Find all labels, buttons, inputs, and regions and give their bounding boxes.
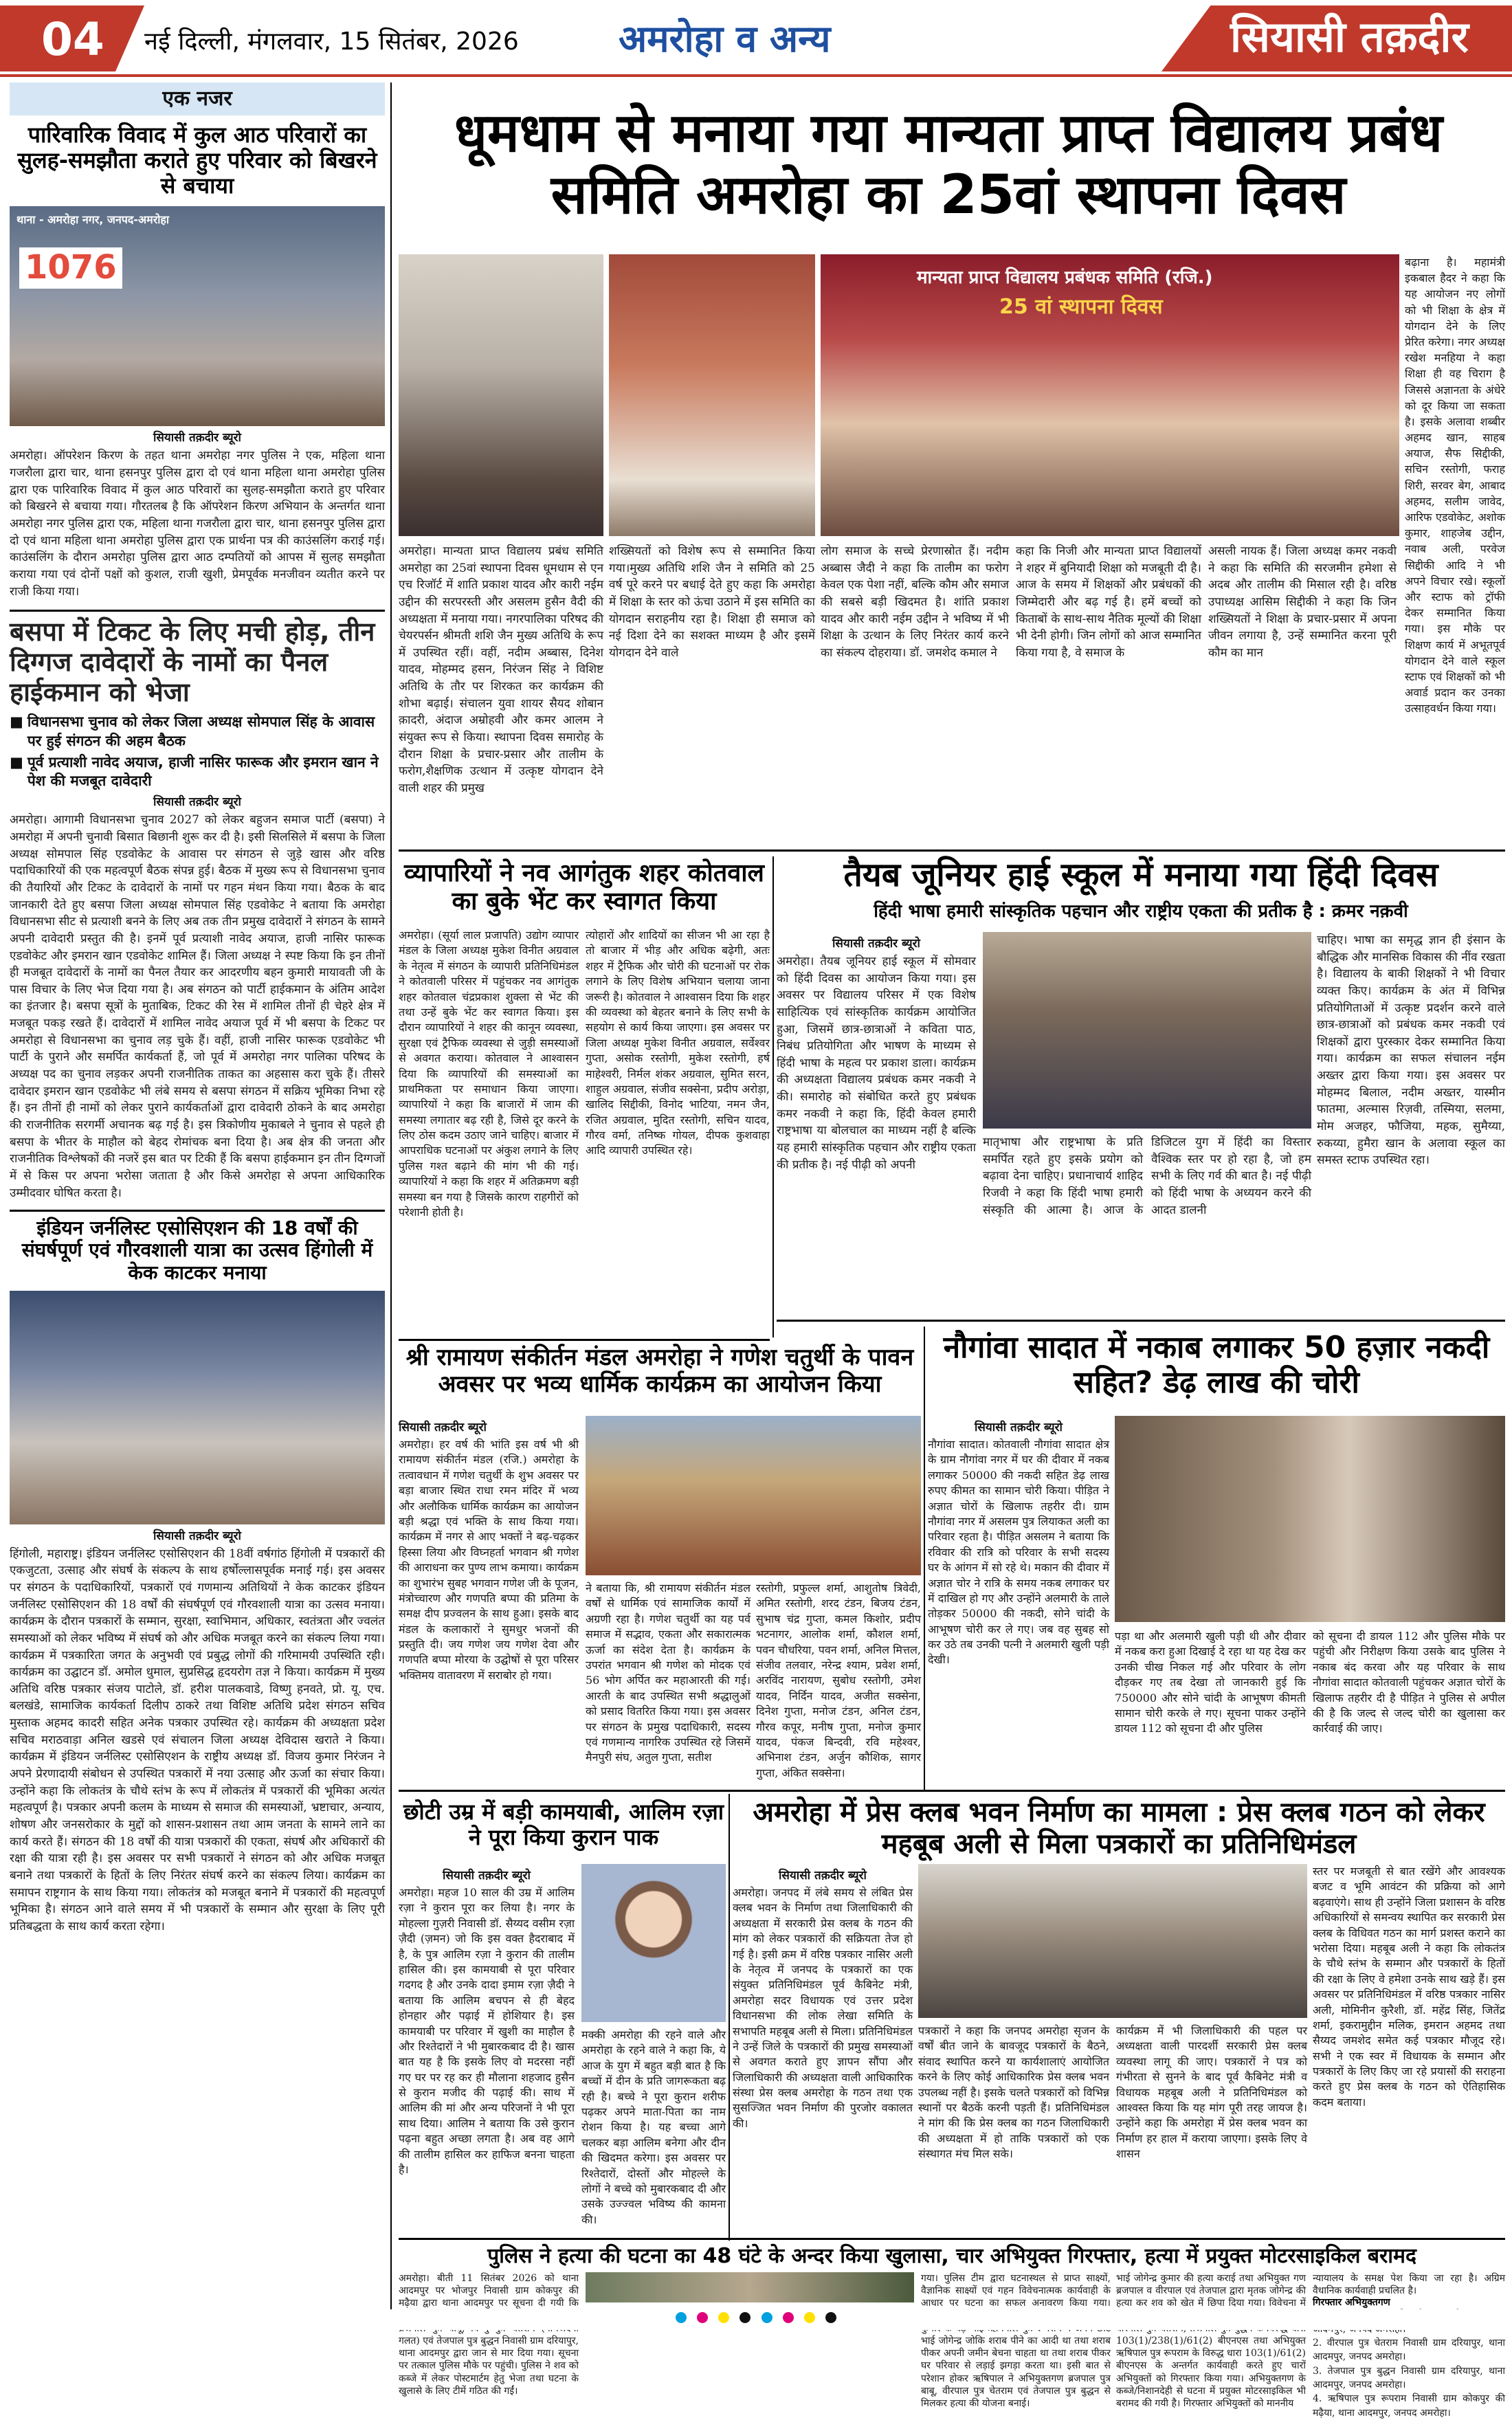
ija-headline: इंडियन जर्नलिस्ट एसोसिएशन की 18 वर्षों की संघर्षपूर्ण एवं गौरवशाली यात्रा का उत्सव हिंगोली में केक काटकर मनाया (21, 1217, 373, 1284)
mid-vertical-divider (772, 856, 774, 1337)
reg-dot-magenta (697, 2312, 708, 2323)
police-text-col-1: अमरोहा। बीती 11 सितंबर 2026 को थाना आदमपुर पर भोजपुर निवासी ग्राम कोकपुर की मढ़ैया द्वारा थाना आदमपुर पर सूचना दी गयी कि गलत) एवं तेजपाल पुत्र बुद्धन निवासी ग्राम दरियापुर, थाना आदमपुर द्वारा जान से मार दिया गया। सूचना पर तत्काल पुलिस मौके पर पहुंची। पुलिस ने शव को कब्जे में लेकर पोस्टमार्टम हेतु भेजा तथा घटना के खुलासे के लिए टीमें गठित की गईं। (399, 2273, 579, 2397)
ek-nazar-byline: सियासी तक़दीर ब्यूरो (153, 431, 241, 445)
page-number: 04 (41, 13, 104, 66)
issue-date: नई दिल्ली, मंगलवार, 15 सितंबर, 2026 (144, 27, 519, 56)
tayyab-divider (777, 1320, 1505, 1322)
press-text-col-4: स्तर पर मजबूती से बात रखेंगे और आवश्यक बजट व भूमि आवंटन की प्रक्रिया को आगे बढ़वाएंगे। साथ ही उन्होंने जिला प्रशासन के वरिष्ठ अधिकारियों से समन्वय स्थापित कर सरकारी प्रेस क्लब के विधिवत गठन का मार्ग प्रशस्त कराने का भरोसा दिया। महबूब अली ने कहा कि लोकतंत्र के चौथे स्तंभ के सम्मान और पत्रकारों के हितों की रक्षा के लिए वे हमेशा उनके साथ खड़े हैं। इस अवसर पर प्रतिनिधिमंडल में वरिष्ठ पत्रकार नासिर अली, मोमिनीन कुरैशी, डॉ. महेंद्र सिंह, जितेंद्र शर्मा, इकरामुद्दीन मलिक, इमरान अहमद तथा सैय्यद जमशेद समेत कई पत्रकार मौजूद रहे। सभी ने एक स्वर में विधायक के सम्मान और पत्रकारों के लिए किए जा रहे प्रयासों की सराहना करते हुए प्रेस क्लब के गठन को ऐतिहासिक कदम बताया। (1313, 1865, 1505, 2109)
nauganwa-text-col-3: को सूचना दी डायल 112 और पुलिस मौके पर पहुंची और निरीक्षण किया उसके बाद पुलिस ने नकाब बंद करवा और यह परिवार के साथ नौगांवा सादात कोतवाली पहुंचकर अज्ञात चोरों के खिलाफ तहरीर दी है पीड़ित ने पुलिस से अपील की है कि जल्द से जल्द चोरी का खुलासा कर कार्रवाई की जाए। (1313, 1630, 1505, 1735)
lead-award-photo (821, 254, 1399, 536)
bsp-headline: बसपा में टिकट के लिए मची होड़, तीन दिग्गज दावेदारों के नामों का पैनल हाईकमान को भेजा (10, 617, 375, 707)
banner-subtext: 25 वां स्थापना दिवस (999, 295, 1163, 319)
press-headline: अमरोहा में प्रेस क्लब भवन निर्माण का मामला : प्रेस क्लब गठन को लेकर महबूब अली से मिला पत्रकारों का प्रतिनिधिमंडल (753, 1797, 1485, 1860)
bsp-bullets (10, 713, 385, 790)
bsp-byline: सियासी तक़दीर ब्यूरो (153, 795, 241, 810)
reg-dot-cyan (676, 2312, 687, 2323)
nauganwa-theft-photo (1115, 1416, 1505, 1622)
ganesh-text-col-3: रस्तोगी, प्रफुल्ल शर्मा, आशुतोष त्रिवेदी, अमित रस्तोगी, शरद टंडन, बिजय टंडन, सुभाष चंद्र गुप्ता, कमल किशोर, प्रदीप भटनागर, आलोक शर्मा, कौशल शर्मा, पवन चौधरिया, पवन शर्मा, अनिल मित्तल, संजीव तलवार, नरेन्द्र श्याम, प्रवेश शर्मा, अरविंद नारायण, सुबोध रस्तोगी, उमेश यादव, निर्दिन यादव, अजीत सक्सेना, दिनेश गुप्ता, मनोज टंडन, अनिल टंडन, गौरव कपूर, मनीष गुप्ता, मनोज कुमार यादव, पंकज बिन्दवी, रवि महेश्वर, अभिनाश टंडन, अर्जुन कौशिक, सागर गुप्ता, अंकित सक्सेना। (756, 1581, 921, 1779)
column-divider (390, 82, 392, 2309)
ija-body: हिंगोली, महाराष्ट्र। इंडियन जर्नलिस्ट एसोसिएशन की 18वीं वर्षगांठ हिंगोली में पत्रकारों की एकजुटता, उत्साह और संघर्ष के संकल्प के साथ हर्षोल्लासपूर्वक मनाई गई। इस अवसर पर संगठन के पदाधिकारियों, पत्रकारों एवं गणमान्य अतिथियों ने केक काटकर इंडियन जर्नलिस्ट एसोसिएशन की 18 वर्षों की संघर्षपूर्ण एवं गौरवशाली यात्रा का उत्सव मनाया। कार्यक्रम के दौरान पत्रकारों के सम्मान, सुरक्षा, स्वाभिमान, अधिकार, स्वतंत्रता और ज्वलंत समस्याओं को लेकर भविष्य में संघर्ष को और अधिक मजबूत करने का संकल्प लिया गया। कार्यक्रम में पत्रकारिता जगत के अनुभवी एवं प्रबुद्ध लोगों की गरिमामयी उपस्थिति रही। कार्यक्रम का उद्घाटन डॉ. अमोल धुमाल, सुप्रसिद्ध हृदयरोग तज्ञ ने किया। कार्यक्रम में मुख्य अतिथि वरिष्ठ पत्रकार संजय पाटोले, डॉ. हरीश पालकवाडे, विष्णु हनवते, प्रो. यू. एच. बलखंडे, सामाजिक कार्यकर्ता दिलीप ठाकरे तथा विशिष्ट अतिथि प्रदेश संगठन सचिव मुस्ताक अहमद कादरी सहित अनेक पत्रकार उपस्थित रहे। कार्यक्रम की अध्यक्षता प्रदेश सचिव मराठवाड़ा अनिल खडसे एवं संचालन जिला अध्यक्ष देविदास खराते ने किया। कार्यक्रम में इंडियन जर्नलिस्ट एसोसिएशन के राष्ट्रीय अध्यक्ष डॉ. विजय कुमार निरंजन ने अपने प्रेरणादायी संबोधन से उपस्थित पत्रकारों में नया उत्साह और ऊर्जा का संचार किया। उन्होंने कहा कि लोकतंत्र के चौथे स्तंभ के रूप में लोकतंत्र में पत्रकारों की भूमिका अत्यंत महत्वपूर्ण है। पत्रकार अपनी कलम के माध्यम से समाज की समस्याओं, भ्रष्टाचार, अन्याय, शोषण और जनसरोकार के मुद्दों को शासन-प्रशासन तथा आम जनता के सामने लाने का कार्य करते हैं। संगठन की 18 वर्षों की यात्रा पत्रकारों की एकता, संघर्ष और अधिकारों की रक्षा की यात्रा रही है। इस अवसर पर सभी पत्रकारों ने संगठन को और अधिक मजबूत बनाने तथा पत्रकारों के हितों के लिए निरंतर संघर्ष करने का संकल्प लिया। कार्यक्रम का समापन राष्ट्रगान के साथ किया गया। लोकतंत्र को मजबूत बनाने में पत्रकारों की महत्वपूर्ण भूमिका है। संगठन आने वाले समय में भी पत्रकारों के सम्मान और सुरक्षा के लिए पूरी प्रतिबद्धता के साथ कार्य करता रहेगा। (10, 1546, 385, 1933)
lead-col6-visible: बढ़ाना है। महामंत्री इकबाल हैदर ने कहा कि यह आयोजन नए लोगों को भी शिक्षा के क्षेत्र में योगदान देने के लिए प्रेरित करेगा। नगर अध्यक्ष रखेश मनहिया ने कहा शिक्षा ही वह चिराग है जिससे अज्ञानता के अंधेरे को दूर किया जा सकता है। इसके अलावा शब्बीर अहमद खान, साहब अयाज, सैफ सिद्दीकी, सचिन रस्तोगी, फराह शिरी, सरवर बेग, आबाद अहमद, सलीम जावेद, आरिफ एडवोकेट, अशोक कुमार, शाहजेब उद्दीन, नवाब अली, परवेज सिद्दीकी आदि ने भी अपने विचार रखे। स्कूलों और स्टाफ को ट्रॉफी देकर सम्मानित किया गया। इस मौके पर शिक्षण कार्य में अभूतपूर्व योगदान देने वाले स्कूल स्टाफ एवं शिक्षकों को भी अवार्ड प्रदान कर उनका उत्साहवर्धन किया गया। (1405, 256, 1505, 715)
bsp-body: अमरोहा। आगामी विधानसभा चुनाव 2027 को लेकर बहुजन समाज पार्टी (बसपा) ने अमरोहा में अपनी चुनावी बिसात बिछानी शुरू कर दी है। इसी सिलसिले में बसपा के जिला अध्यक्ष सोमपाल सिंह एडवोकेट के आवास पर संगठन से जुड़े खास और वरिष्ठ पदाधिकारियों की एक महत्वपूर्ण बैठक संपन्न हुई। बैठक में मुख्य रूप से विधानसभा चुनाव की तैयारियों और टिकट के दावेदारों के नामों पर गहन मंथन किया गया। बैठक के बाद जानकारी देते हुए बसपा जिला अध्यक्ष सोमपाल सिंह एडवोकेट ने बताया कि अमरोहा विधानसभा सीट से प्रत्याशी बनने के लिए अब तक तीन प्रमुख दावेदारों ने संगठन के सामने अपनी दावेदारी प्रस्तुत की है। इनमें पूर्व प्रत्याशी नावेद अयाज, हाजी नासिर फारूक एडवोकेट और इमरान खान एडवोकेट शामिल हैं। जिला अध्यक्ष ने स्पष्ट किया कि इन तीनों ही मजबूत दावेदारों के नामों का पैनल तैयार कर आदरणीय बहन कुमारी मायावती जी के पास विचार के लिए भेज दिया गया है। अब संगठन को पार्टी हाईकमान के अंतिम आदेश का इंतजार है। बसपा सूत्रों के मुताबिक, टिकट की रेस में शामिल तीनों ही चेहरे क्षेत्र में मजबूत पकड़ रखते हैं। दावेदारों में शामिल नावेद अयाज पूर्व में भी बसपा के टिकट पर अमरोहा से विधानसभा का चुनाव लड़ चुके हैं। वहीं, हाजी नासिर फारूक एडवोकेट भी पार्टी के पुराने और समर्पित कार्यकर्ता हैं, जो पूर्व में अमरोहा नगर पालिका परिषद के अध्यक्ष पद का चुनाव लड़कर अपनी राजनीतिक ताकत का अहसास करा चुके हैं। तीसरे दावेदार इमरान खान एडवोकेट भी लंबे समय से बसपा संगठन में सक्रिय भूमिका निभा रहे हैं। इन तीनों ही नामों को लेकर पुराने कार्यकर्ताओं द्वारा दावेदारी ठोकने के बाद अमरोहा की राजनीतिक सरगर्मी अचानक बढ़ गई है। इस त्रिकोणीय मुकाबले ने चुनाव से पहले ही बसपा के भीतर के माहौल को बेहद रोमांचक बना दिया है। अब क्षेत्र की जनता और राजनीतिक विश्लेषकों की नजरें इस बात पर टिकी हैं कि बसपा हाईकमान इन तीन दिग्गजों में से किस पर अपना भरोसा जताता है और किसे अमरोहा से अपना आधिकारिक उम्मीदवार घोषित करता है। (10, 813, 385, 1200)
ganesh-headline: श्री रामायण संकीर्तन मंडल अमरोहा ने गणेश चतुर्थी के पावन अवसर पर भव्य धार्मिक कार्यक्रम का आयोजन किया (405, 1344, 914, 1399)
ganesh-ceremony-photo (586, 1416, 921, 1575)
alim-text-col-2: मक्की अमरोहा की रहने वाले और अमरोहा के रहने वाले ने कहा कि, ये आज के युग में बहुत बड़ी बात है कि बच्चों में दीन के प्रति जागरूकता बढ़ रही है। बच्चे ने पूरा कुरान शरीफ पढ़कर अपने माता-पिता का नाम रोशन किया है। यह बच्चा आगे चलकर बड़ा आलिम बनेगा और दीन की खिदमत करेगा। इस अवसर पर रिश्तेदारों, दोस्तों और मोहल्ले के लोगों ने बच्चे को मुबारकबाद दी और उसके उज्ज्वल भविष्य की कामना की। (581, 2028, 726, 2226)
photo-helpline-number: 1076 (19, 247, 122, 288)
lead-text-col-1: अमरोहा। मान्यता प्राप्त विद्यालय प्रबंध समिति अमरोहा का 25वां स्थापना दिवस धूमधाम से एन एच रिजॉर्ट में शाति प्रकाश यादव और कारी नईम उद्दीन की सरपरस्ती और असलम हुसैन वैदी की अध्यक्षता में मनाया गया। नगरपालिका परिषद की चेयरपर्सन श्रीमती शशि जैन मुख्य अतिथि के रूप में उपस्थित रहीं। वहीं, नदीम अब्बास, दिनेश यादव, मोहम्मद हसन, निरंजन सिंह ने विशिष्ट अतिथि के तौर पर शिरकत कर कार्यक्रम की शोभा बढ़ाई। संचालन युवा शायर सैयद शोबान क़ादरी, अंदाज अम्रोहवी और कमर आलम ने संयुक्त रूप से किया। स्थापना दिवस समारोह के दौरान शिक्षा के प्रचार-प्रसार और तालीम के फरोग,शैक्षणिक उत्थान में उत्कृष्ट योगदान देने वाली शहर की प्रमुख (399, 544, 603, 795)
reg-dot-cyan (761, 2312, 772, 2323)
police-station-photo (10, 206, 385, 426)
police-headline: पुलिस ने हत्या की घटना का 48 घंटे के अन्दर किया खुलासा, चार अभियुक्त गिरफ्तार, हत्या में प्रयुक्त मोटरसाइकिल बरामद (487, 2244, 1416, 2268)
brand-name: सियासी तक़दीर (1230, 12, 1469, 62)
masthead (0, 0, 1512, 77)
ija-cake-cutting-photo (10, 1291, 385, 1524)
police-text-col-4: न्यायालय के समक्ष पेश किया जा रहा है। अग्रिम वैधानिक कार्यवाही प्रचलित है। गिरफ्तार अभियुक्तगण 2. वीरपाल पुत्र चेतराम निवासी ग्राम दरियापुर, थाना आदमपुर, जनपद अमरोहा। 3. तेजपाल पुत्र बुद्धन निवासी ग्राम दरियापुर, थाना आदमपुर, जनपद अमरोहा। 4. ऋषिपाल पुत्र रूपराम निवासी ग्राम कोकपुर की मढ़ैया, थाना आदमपुर, जनपद अमरोहा। (1313, 2273, 1505, 2419)
traders-text-col-1: अमरोहा। (सूर्या लाल प्रजापति) उद्योग व्यापार मंडल के जिला अध्यक्ष मुकेश विनीत अग्रवाल के नेतृत्व में संगठन के व्यापारी प्रतिनिधिमंडल ने कोतवाली परिसर में पहुंचकर नव आगंतुक शहर कोतवाल चंद्रप्रकाश शुक्ला से भेंट की तथा उन्हें बुके भेंट कर स्वागत किया। इस दौरान व्यापारियों ने शहर की कानून व्यवस्था, सुरक्षा एवं ट्रैफिक व्यवस्था से जुड़ी समस्याओं से अवगत कराया। कोतवाल ने आश्वासन दिया कि व्यापारियों की समस्याओं का प्राथमिकता पर समाधान किया जाएगा। व्यापारियों ने कहा कि बाजारों में जाम की समस्या लगातार बढ़ रही है, जिसे दूर करने के लिए ठोस कदम उठाए जाने चाहिए। बाजार में आपराधिक घटनाओं पर अंकुश लगाने के लिए पुलिस गश्त बढ़ाने की मांग भी की गई। व्यापारियों ने कहा कि शहर में अतिक्रमण बड़ी समस्या बन गया है जिसके कारण राहगीरों को परेशानी होती है। (399, 929, 579, 1219)
nauganwa-text-col-2: पड़ा था और अलमारी खुली पड़ी थी और दीवार में नकब करा हुआ दिखाई दे रहा था यह देख कर उनकी चीख निकल गई और परिवार के लोग दौड़कर गए तब देखा तो जानकारी हुई कि 750000 और सोने चांदी के आभूषण कीमती सामान चोरी करके ले गए। सूचना पाकर उन्होंने डायल 112 को सूचना दी और पुलिस (1115, 1630, 1306, 1735)
photo-banner-text: थाना - अमरोहा नगर, जनपद-अमरोहा (16, 213, 170, 227)
nauganwa-text-col-1: सियासी तक़दीर ब्यूरो नौगांवा सादात। कोतवाली नौगांवा सादात क्षेत्र के ग्राम नौगांवा नगर में घर की दीवार में नकब लगाकर 50000 की नकदी सहित डेढ़ लाख रुपए कीमत का सामान चोरी किया। पीड़ित ने अज्ञात चोरों के खिलाफ तहरीर दी। ग्राम नौगांवा नगर में असलम पुत्र लियाकत अली का परिवार रहता है। पीड़ित असलम ने बताया कि रविवार की रात्रि को परिवार के सभी सदस्य घर के आंगन में सो रहे थे। मकान की दीवार में अज्ञात चोर ने रात्रि के समय नकब लगाकर घर में दाखिल हो गए और उन्होंने अलमारी के ताले तोड़कर 50000 की नकदी, सोने चांदी के आभूषण चोरी कर ले गए। जब वह सुबह सो कर उठे तब उनकी पत्नी ने अलमारी खुली पड़ी देखी। (928, 1421, 1109, 1667)
lead-text-col-4: कहा कि निजी और मान्यता प्राप्त विद्यालयों ने शहर में बुनियादी शिक्षा को मजबूती दी है। आज के समय में शिक्षकों और प्रबंधकों की जिम्मेदारी और बढ़ गई है। हमें बच्चों को किताबों के साथ-साथ नैतिक मूल्यों की शिक्षा भी देनी होगी। जिन लोगों को आज सम्मानित किया गया है, वे समाज के (1016, 544, 1201, 660)
alim-text-col-1: सियासी तक़दीर ब्यूरो अमरोहा। महज 10 साल की उम्र में आलिम रज़ा ने कुरान पूरा कर लिया है। नगर के मोहल्ला गुज़री निवासी डॉ. सैय्यद वसीम रज़ा ज़ैदी (ज़मन) जो कि इस वक्त हैदराबाद में है, के पुत्र आलिम रज़ा ने कुरान की तालीम हासिल की। इस कामयाबी से पूरा परिवार गदगद है और उनके दादा इमाम रज़ा ज़ैदी ने बताया कि आलिम बचपन से ही बेहद होनहार और पढ़ाई में होशियार है। इस कामयाबी पर परिवार में खुशी का माहौल है और रिश्तेदारों ने भी मुबारकबाद दी है। खास बात यह है कि इसके लिए वो मदरसा नहीं गए घर पर रह कर ही मौलाना शहजाद हुसैन से कुरान मजीद की पढ़ाई की। साथ में आलिम की मां और अन्य परिजनों ने भी पूरा साथ दिया। आलिम ने बताया कि उसे कुरान पढ़ना बहुत अच्छा लगता है। अब वह आगे की तालीम हासिल कर हाफिज बनना चाहता है। (399, 1869, 575, 2177)
traders-divider (399, 1339, 770, 1341)
alim-press-divider (729, 1794, 730, 2241)
ganesh-text-col-1: सियासी तक़दीर ब्यूरो अमरोहा। हर वर्ष की भांति इस वर्ष भी श्री रामायण संकीर्तन मंडल (रजि.) अमरोहा के तत्वावधान में गणेश चतुर्थी के शुभ अवसर पर बड़ा बाजार स्थित राधा रमन मंदिर में भव्य और अलौकिक धार्मिक कार्यक्रम का आयोजन बड़ी श्रद्धा एवं भक्ति के साथ किया गया। कार्यक्रम में नगर से आए भक्तों ने बढ़-चढ़कर हिस्सा लिया और विघ्नहर्ता भगवान श्री गणेश की आराधना कर पुण्य लाभ कमाया। कार्यक्रम का शुभारंभ सुबह भगवान गणेश जी के पूजन, मंत्रोच्चारण और गणपति बप्पा की प्रतिमा के समक्ष दीप प्रज्वलन के साथ हुआ। इसके बाद मंडल के कलाकारों ने सुमधुर भजनों की प्रस्तुति दी। जय गणेश जय गणेश देवा और गणपति बप्पा मोरया के उद्घोषों से पूरा परिसर भक्तिमय वातावरण में सराबोर हो गया। (399, 1421, 579, 1682)
lead-text-col-2: शख्सियतों को विशेष रूप से सम्मानित किया गया।मुख्य अतिथि शशि जैन ने समिति को 25 वर्ष पूरे करने पर बधाई देते हुए कहा कि अमरोहा में शिक्षा के स्तर को ऊंचा उठाने में इस समिति का योगदान सराहनीय रहा है। शिक्षा ही समाज को नई दिशा देने का सशक्त माध्यम है और इसमें योगदान देने वाले (609, 544, 815, 660)
left-column (10, 82, 385, 2282)
lead-headline: धूमधाम से मनाया गया मान्यता प्राप्त विद्यालय प्रबंध समिति अमरोहा का 25वां स्थापना दिवस (454, 102, 1443, 226)
tayyab-students-photo (983, 932, 1311, 1129)
tayyab-subheadline: हिंदी भाषा हमारी सांस्कृतिक पहचान और राष्ट्रीय एकता की प्रतीक है : क्रमर नक़वी (874, 901, 1408, 922)
traders-headline: व्यापारियों ने नव आगंतुक शहर कोतवाल का बुके भेंट कर स्वागत किया (404, 859, 764, 916)
alim-headline: छोटी उम्र में बड़ी कामयाबी, आलिम रज़ा ने पूरा किया कुरान पाक (403, 1799, 724, 1850)
traders-text-col-2: त्योहारों और शादियों का सीजन भी आ रहा है तो बाजार में भीड़ और अधिक बढ़ेगी, अतः शहर में ट्रैफिक और चोरी की घटनाओं पर रोक लगाने के लिए विशेष अभियान चलाया जाना जरूरी है। कोतवाल ने आश्वासन दिया कि शहर की व्यवस्था को बेहतर बनाने के लिए सभी के सहयोग से कार्य किया जाएगा। इस अवसर पर जिला अध्यक्ष मुकेश विनीत अग्रवाल, सर्वेश्वर गुप्ता, असोक रस्तोगी, मुकेश रस्तोगी, हर्ष माहेश्वरी, निर्मल शंकर अग्रवाल, सुमित सरन, शाहुल अग्रवाल, संजीव सक्सेना, प्रदीप अरोड़ा, खालिद सिद्दीकी, विनोद भाटिया, नमन जैन, रजित अग्रवाल, मुदित रस्तोगी, सचिन यादव, गौरव वर्मा, तनिष्क गोयल, दीपक कुशवाहा आदि व्यापारी उपस्थित रहे। (586, 929, 770, 1157)
reg-dot-black (740, 2312, 751, 2323)
tayyab-text-col-3: चाहिए। भाषा का समृद्ध ज्ञान ही इंसान के बौद्धिक और मानसिक विकास की नींव रखता है। विद्यालय के बाकी शिक्षकों ने भी विचार व्यक्त किए। कार्यक्रम के अंत में विभिन्न प्रतियोगिताओं में उत्कृष्ट प्रदर्शन करने वाले छात्र-छात्राओं को प्रबंधक कमर नकवी एवं शिक्षकों द्वारा पुरस्कार देकर सम्मानित किया गया। कार्यक्रम का सफल संचालन नईम अख्तर द्वारा किया गया। इस अवसर पर मोहम्मद बिलाल, नदीम अख्तर, यास्मीन फातमा, अल्मास रिज़वी, तस्मिया, सलमा, मोम अजहर, फौजिया, महक, सुमैय्या, रुकय्या, हुमैरा खान के अलावा स्कूल का समस्त स्टाफ उपस्थित रहा। (1317, 933, 1505, 1168)
press-text-col-1: सियासी तक़दीर ब्यूरो अमरोहा। जनपद में लंबे समय से लंबित प्रेस क्लब भवन के निर्माण तथा जिलाधिकारी की अध्यक्षता में सरकारी प्रेस क्लब के गठन की मांग को लेकर पत्रकारों की सक्रियता तेज हो गई है। इसी क्रम में वरिष्ठ पत्रकार नासिर अली के नेतृत्व में जनपद के पत्रकारों का एक संयुक्त प्रतिनिधिमंडल पूर्व कैबिनेट मंत्री, अमरोहा सदर विधायक एवं उत्तर प्रदेश विधानसभा की लोक लेखा समिति के सभापति महबूब अली से मिला। प्रतिनिधिमंडल ने उन्हें जिले के पत्रकारों की प्रमुख समस्याओं से अवगत कराते हुए ज्ञापन सौंपा और जिलाधिकारी की अध्यक्षता वाली आधिकारिक संस्था प्रेस क्लब अमरोहा के गठन तथा एक सुसज्जित भवन निर्माण की पुरजोर वकालत की। (733, 1869, 913, 2130)
police-text-col-2: गया। पुलिस टीम द्वारा घटनास्थल से प्राप्त साक्ष्यों, वैज्ञानिक साक्ष्यों एवं गहन विवेचनात्मक कार्यवाही के आधार पर घटना का सफल अनावरण किया गया। भाई जोगेन्द्र जोकि शराब पीने का आदी था तथा शराब पीकर अपनी जमीन बेचना चाहता था तथा शराब पीकर घर परिवार से लड़ाई झगड़ा करता था। इसी बात से परेशान होकर ऋषिपाल ने अभियुक्तगण ब्रजपाल पुत्र बाबू, वीरपाल पुत्र चेतराम एवं तेजपाल पुत्र बुद्धन से मिलकर हत्या की योजना बनाई। (921, 2273, 1111, 2409)
press-meeting-photo (918, 1864, 1307, 2018)
ek-nazar-body: अमरोहा। ऑपरेशन किरण के तहत थाना अमरोहा नगर पुलिस ने एक, महिला थाना गजरौला द्वारा चार, थाना हसनपुर पुलिस द्वारा दो एवं थाना महिला थाना अमरोहा पुलिस द्वारा एक पारिवारिक विवाद में कुल आठ परिवारों का सुलह-समझौता कराते हुए परिवार को बिखरने से बचाया गया। गौरतलब है कि ऑपरेशन किरण अभियान के अन्तर्गत थाना अमरोहा नगर पुलिस द्वारा एक, महिला थाना गजरौला द्वारा चार, थाना हसनपुर पुलिस द्वारा दो एवं थाना महिला थाना अमरोहा पुलिस द्वारा एक प्रार्थना पत्र की काउंसलिंग कराई गई। काउंसलिंग के दौरान अमरोहा पुलिस द्वारा आठ दम्पतियों को आपस में सुलह समझौता कराया गया एवं दोनों पक्षों को कुशल, राजी खुशी, प्रेमपूर्वक मनजीवन व्यतीत करने पर राजी किया गया। (10, 449, 385, 599)
reg-dot-yellow (718, 2312, 729, 2323)
police-text-col-3: भाई जोगेन्द्र कुमार की हत्या कराई तथा अभियुक्त गण ब्रजपाल व वीरपाल एवं तेजपाल द्वारा मृतक जोगेन्द्र की हत्या कर शव को खेत में छिपा दिया गया। विवेचना में 103(1)/238(1)/61(2) बीएनएस तथा अभियुक्त ऋषिपाल पुत्र रूपराम के विरुद्ध धारा 103(1)/61(2) बीएनएस के अन्तर्गत कार्यवाही करते हुए चारों अभियुक्तों को गिरफ्तार किया गया। अभियुक्तगण के कब्जे/निशानदेही से घटना में प्रयुक्त मोटरसाइकिल भी बरामद की गयी है। गिरफ्तार अभियुक्तों को माननीय (1116, 2273, 1306, 2409)
lead-speaker-photo (399, 254, 603, 536)
bullet-square-icon: ■ (10, 713, 23, 731)
mid-vertical-divider-2 (924, 1326, 925, 1790)
press-text-col-2: पत्रकारों ने कहा कि जनपद अमरोहा सृजन के वर्षों बीत जाने के बावजूद पत्रकारों के बैठने, संवाद स्थापित करने या कार्यशालाएं आयोजित करने के लिए कोई आधिकारिक प्रेस क्लब भवन उपलब्ध नहीं है। इसके चलते पत्रकारों को विभिन्न स्थानों पर बैठकें करनी पड़ती हैं। प्रतिनिधिमंडल ने मांग की कि प्रेस क्लब का गठन जिलाधिकारी की अध्यक्षता में हो ताकि पत्रकारों को एक संस्थागत मंच मिल सके। (918, 2024, 1109, 2161)
police-divider (399, 2238, 1505, 2240)
ek-nazar-headline: पारिवारिक विवाद में कुल आठ परिवारों का सुलह-समझौता कराते हुए परिवार को बिखरने से बचाया (17, 122, 377, 199)
banner-text: मान्यता प्राप्त विद्यालय प्रबंधक समिति (रजि.) (917, 267, 1213, 288)
lead-text-col-3: लोग समाज के सच्चे प्रेरणास्रोत हैं। नदीम अब्बास जैदी ने कहा कि तालीम का फरोग केवल एक पेशा नहीं, बल्कि कौम और समाज की सबसे बड़ी खिदमत है। शांति प्रकाश यादव और कारी नईम उद्दीन ने भविष्य में भी शिक्षा के उत्थान के लिए निरंतर कार्य करने का संकल्प दोहराया। डॉ. जमशेद कमाल ने (821, 544, 1009, 660)
tayyab-headline: तैयब जूनियर हाई स्कूल में मनाया गया हिंदी दिवस (843, 856, 1438, 894)
police-arrest-photo (586, 2272, 914, 2302)
alim-portrait-photo (581, 1864, 726, 2022)
ganesh-text-col-2: ने बताया कि, श्री रामायण संकीर्तन मंडल वर्षों से धार्मिक एवं सामाजिक कार्यों में अग्रणी रहा है। गणेश चतुर्थी का यह पर्व समाज में सद्भाव, एकता और सकारात्मक ऊर्जा का संदेश देता है। कार्यक्रम के उपरांत भगवान श्री गणेश को मोदक एवं 56 भोग अर्पित कर महाआरती की गई। आरती के बाद उपस्थित सभी श्रद्धालुओं को प्रसाद वितरित किया गया। इस अवसर पर संगठन के प्रमुख पदाधिकारी, सदस्य एवं गणमान्य नागरिक उपस्थित रहे जिसमें मैनपुरी संघ, अतुल गुप्ता, सतीश (586, 1581, 751, 1764)
lead-divider (399, 850, 1505, 852)
nauganwa-headline: नौगांवा सादात में नकाब लगाकर 50 हज़ार नकदी सहित? डेढ़ लाख की चोरी (943, 1330, 1490, 1400)
bsp-bullet: ■ विधानसभा चुनाव को लेकर जिला अध्यक्ष सोमपाल सिंह के आवास पर हुई संगठन की अहम बैठक (10, 713, 385, 751)
lead-stage-photo (609, 254, 815, 536)
bullet-square-icon: ■ (10, 753, 23, 770)
tayyab-text-col-1: सियासी तक़दीर ब्यूरो अमरोहा। तैयब जूनियर हाई स्कूल में सोमवार को हिंदी दिवस का आयोजन किया गया। इस अवसर पर विद्यालय परिसर में एक विशेष साहित्यिक एवं सांस्कृतिक कार्यक्रम आयोजित हुआ, जिसमें छात्र-छात्राओं ने कविता पाठ, निबंध प्रतियोगिता और भाषण के माध्यम से हिंदी भाषा के महत्व पर प्रकाश डाला। कार्यक्रम की अध्यक्षता विद्यालय प्रबंधक कमर नकवी ने की। समारोह को संबोधित करते हुए प्रबंधक कमर नकवी ने कहा कि, हिंदी केवल हमारी राष्ट्रभाषा या बोलचाल का माध्यम नहीं है बल्कि यह हमारी सांस्कृतिक पहचान और राष्ट्रीय एकता की प्रतीक है। नई पीढ़ी को अपनी (777, 937, 976, 1172)
section-title: अमरोहा व अन्य (619, 17, 831, 60)
press-text-col-3: कार्यक्रम में भी जिलाधिकारी की पहल पर अध्यक्षता वाली पारदर्शी सरकारी प्रेस क्लब व्यवस्था लागू की जाए। पत्रकारों ने पत्र को गंभीरता से सुनने के बाद पूर्व कैबिनेट मंत्री व विधायक महबूब अली ने प्रतिनिधिमंडल को आश्वस्त किया कि यह मांग पूरी तरह जायज है। उन्होंने कहा कि अमरोहा में प्रेस क्लब भवन का निर्माण हर हाल में कराया जाएगा। इसके लिए वे शासन (1116, 2024, 1307, 2161)
reg-dot-black (825, 2312, 836, 2323)
tayyab-text-col-2: मातृभाषा और राष्ट्रभाषा के प्रति समर्पित रहते हुए इसके प्रयोग को बढ़ावा देना चाहिए। प्रधानाचार्य शाहिद रिजवी ने कहा कि हिंदी भाषा हमारी संस्कृति की आत्मा है। आज के डिजिटल युग में हिंदी का विस्तार वैश्विक स्तर पर हो रहा है, जो हम सभी के लिए गर्व की बात है। नई पीढ़ी को हिंदी भाषा के अध्ययन करने की आदत डालनी (983, 1135, 1311, 1217)
mid-divider (399, 1790, 1505, 1792)
ek-nazar-label: एक नजर (10, 82, 385, 115)
lead-text-col-5: असली नायक हैं। जिला अध्यक्ष कमर नकवी ने कहा कि समिति की सरजमीन हमेशा से अदब और तालीम की मिसाल रही है। वरिष्ठ उपाध्यक्ष आसिम सिद्दीकी ने कहा कि जिन शख्सियतों ने शिक्षा के प्रचार-प्रसार में अपना जीवन लगाया है, उन्हें सम्मानित करना पूरी कौम का मान (1208, 544, 1397, 660)
ija-byline: सियासी तक़दीर ब्यूरो (153, 1529, 241, 1543)
bsp-bullet: ■ पूर्व प्रत्याशी नावेद अयाज, हाजी नासिर फारूक और इमरान खान ने पेश की मजबूत दावेदारी (10, 753, 385, 791)
reg-dot-magenta (783, 2312, 794, 2323)
reg-dot-yellow (804, 2312, 815, 2323)
color-registration-strip (0, 2309, 1512, 2330)
